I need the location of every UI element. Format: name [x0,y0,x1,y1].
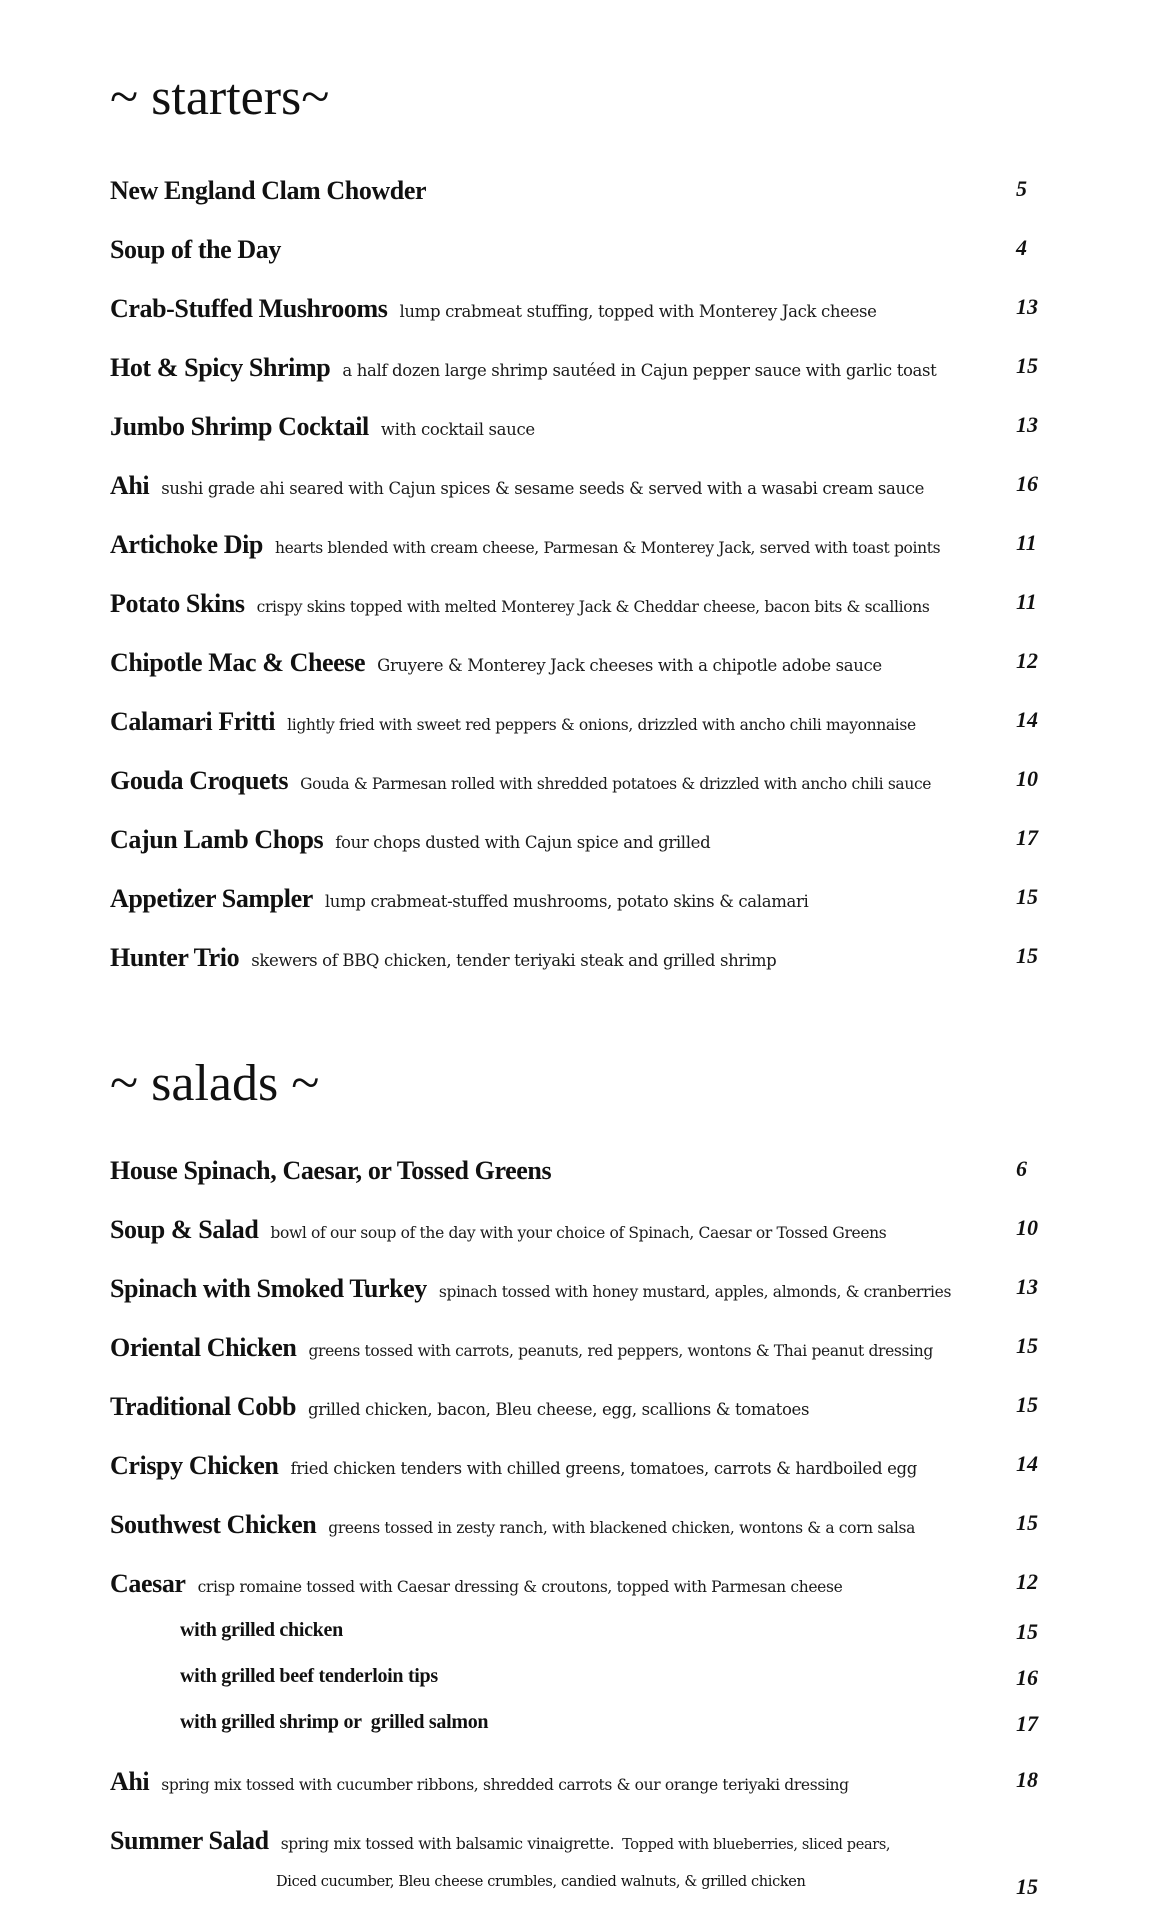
menu-item [110,235,1050,294]
item-price: 13 [1016,412,1038,437]
item-price: 15 [1016,1619,1038,1644]
item-price: 10 [1016,766,1038,791]
item-description: four chops dusted with Cajun spice and grilled [335,833,711,852]
caesar-option [110,1665,1050,1711]
item-description: spring mix tossed with cucumber ribbons, shredded carrots & our orange teriyaki dressing [161,1776,849,1794]
salads-list [110,1156,1050,1920]
menu-item [110,648,1050,707]
item-name: New England Clam Chowder [110,176,427,205]
item-price: 16 [1016,471,1038,496]
starters-heading: ~ starters~ [110,69,330,126]
item-name: Potato Skins [110,589,245,618]
option-label: with grilled beef tenderloin tips [180,1665,438,1687]
item-price: 5 [1016,176,1027,201]
menu-item [110,294,1050,353]
item-description: Gouda & Parmesan rolled with shredded potatoes & drizzled with ancho chili sauce [300,775,932,793]
item-description: Diced cucumber, Bleu cheese crumbles, candied walnuts, & grilled chicken [276,1874,806,1890]
item-price: 16 [1016,1665,1038,1690]
item-name: Spinach with Smoked Turkey [110,1274,427,1303]
item-description: spring mix tossed with balsamic vinaigrette. [280,1835,615,1853]
item-name: Summer Salad [110,1826,269,1855]
item-price: 14 [1016,1451,1038,1476]
item-name: Cajun Lamb Chops [110,825,324,854]
item-price: 15 [1016,1392,1038,1417]
item-name: Oriental Chicken [110,1333,297,1362]
menu-item [110,1569,1050,1619]
item-description: bowl of our soup of the day with your choice of Spinach, Caesar or Tossed Greens [270,1224,887,1242]
item-name: Caesar [110,1569,186,1598]
item-description: greens tossed in zesty ranch, with blackened chicken, wontons & a corn salsa [328,1519,915,1537]
item-name: Ahi [110,1767,150,1796]
item-price: 15 [1016,1874,1038,1899]
item-price: 15 [1016,943,1038,968]
item-description: crisp romaine tossed with Caesar dressing & croutons, topped with Parmesan cheese [197,1578,843,1596]
menu-item [110,1274,1050,1333]
menu-item [110,530,1050,589]
option-label: with grilled shrimp or grilled salmon [180,1711,489,1733]
option-label: with grilled chicken [180,1619,343,1641]
item-description-extra: Topped with blueberries, sliced pears, [622,1837,891,1853]
menu-item [110,1156,1050,1215]
item-price: 13 [1016,294,1038,319]
salads-heading: ~ salads ~ [110,1055,320,1112]
menu-item [110,1767,1050,1826]
item-description: a half dozen large shrimp sautéed in Cajun pepper sauce with garlic toast [342,361,937,380]
item-name: Traditional Cobb [110,1392,296,1421]
menu-item-continuation [110,1874,1050,1920]
item-description: lump crabmeat-stuffed mushrooms, potato skins & calamari [324,892,809,911]
caesar-option [110,1711,1050,1757]
item-name: Soup & Salad [110,1215,259,1244]
item-name: Chipotle Mac & Cheese [110,648,366,677]
menu-item [110,707,1050,766]
item-description: sushi grade ahi seared with Cajun spices & sesame seeds & served with a wasabi cream sauce [161,479,925,498]
item-description: grilled chicken, bacon, Bleu cheese, egg, scallions & tomatoes [308,1400,810,1419]
menu-page [110,69,1050,1920]
item-description: crispy skins topped with melted Monterey Jack & Cheddar cheese, bacon bits & scallions [256,598,930,616]
item-price: 4 [1016,235,1027,260]
menu-item [110,1510,1050,1569]
item-name: Gouda Croquets [110,766,289,795]
item-description: skewers of BBQ chicken, tender teriyaki steak and grilled shrimp [251,951,777,970]
item-name: Crab-Stuffed Mushrooms [110,294,388,323]
item-price: 12 [1016,1569,1038,1594]
item-name: Hunter Trio [110,943,240,972]
item-description: greens tossed with carrots, peanuts, red peppers, wontons & Thai peanut dressing [308,1342,933,1360]
item-price: 15 [1016,1333,1038,1358]
menu-item [110,943,1050,1002]
item-description: hearts blended with cream cheese, Parmesan & Monterey Jack, served with toast points [274,539,941,557]
menu-item [110,1392,1050,1451]
item-name: House Spinach, Caesar, or Tossed Greens [110,1156,552,1185]
item-name: Calamari Fritti [110,707,276,736]
menu-item [110,1826,1050,1874]
menu-item [110,766,1050,825]
item-description: Gruyere & Monterey Jack cheeses with a chipotle adobe sauce [377,656,882,675]
item-description: with cocktail sauce [380,420,535,439]
menu-item [110,884,1050,943]
menu-item [110,825,1050,884]
item-price: 15 [1016,1510,1038,1535]
item-description: spinach tossed with honey mustard, apples, almonds, & cranberries [438,1283,952,1301]
item-price: 17 [1016,1711,1038,1736]
item-price: 14 [1016,707,1038,732]
item-price: 17 [1016,825,1038,850]
item-name: Crispy Chicken [110,1451,279,1480]
item-description: lightly fried with sweet red peppers & onions, drizzled with ancho chili mayonnaise [287,716,916,734]
item-price: 15 [1016,353,1038,378]
item-price: 18 [1016,1767,1038,1792]
menu-item [110,176,1050,235]
item-price: 10 [1016,1215,1038,1240]
item-name: Soup of the Day [110,235,281,264]
item-name: Hot & Spicy Shrimp [110,353,331,382]
item-price: 15 [1016,884,1038,909]
starters-list [110,176,1050,1002]
item-price: 6 [1016,1156,1027,1181]
menu-item [110,1451,1050,1510]
item-description: lump crabmeat stuffing, topped with Monterey Jack cheese [399,302,877,321]
caesar-option [110,1619,1050,1665]
item-name: Appetizer Sampler [110,884,313,913]
menu-item [110,589,1050,648]
item-price: 12 [1016,648,1038,673]
menu-item [110,1333,1050,1392]
menu-item [110,353,1050,412]
item-description: fried chicken tenders with chilled greens, tomatoes, carrots & hardboiled egg [290,1459,917,1478]
item-name: Artichoke Dip [110,530,263,559]
item-name: Ahi [110,471,150,500]
item-price: 11 [1016,589,1037,614]
item-name: Southwest Chicken [110,1510,317,1539]
item-price: 11 [1016,530,1037,555]
menu-item [110,1215,1050,1274]
item-price: 13 [1016,1274,1038,1299]
menu-item [110,471,1050,530]
menu-item [110,412,1050,471]
item-name: Jumbo Shrimp Cocktail [110,412,369,441]
